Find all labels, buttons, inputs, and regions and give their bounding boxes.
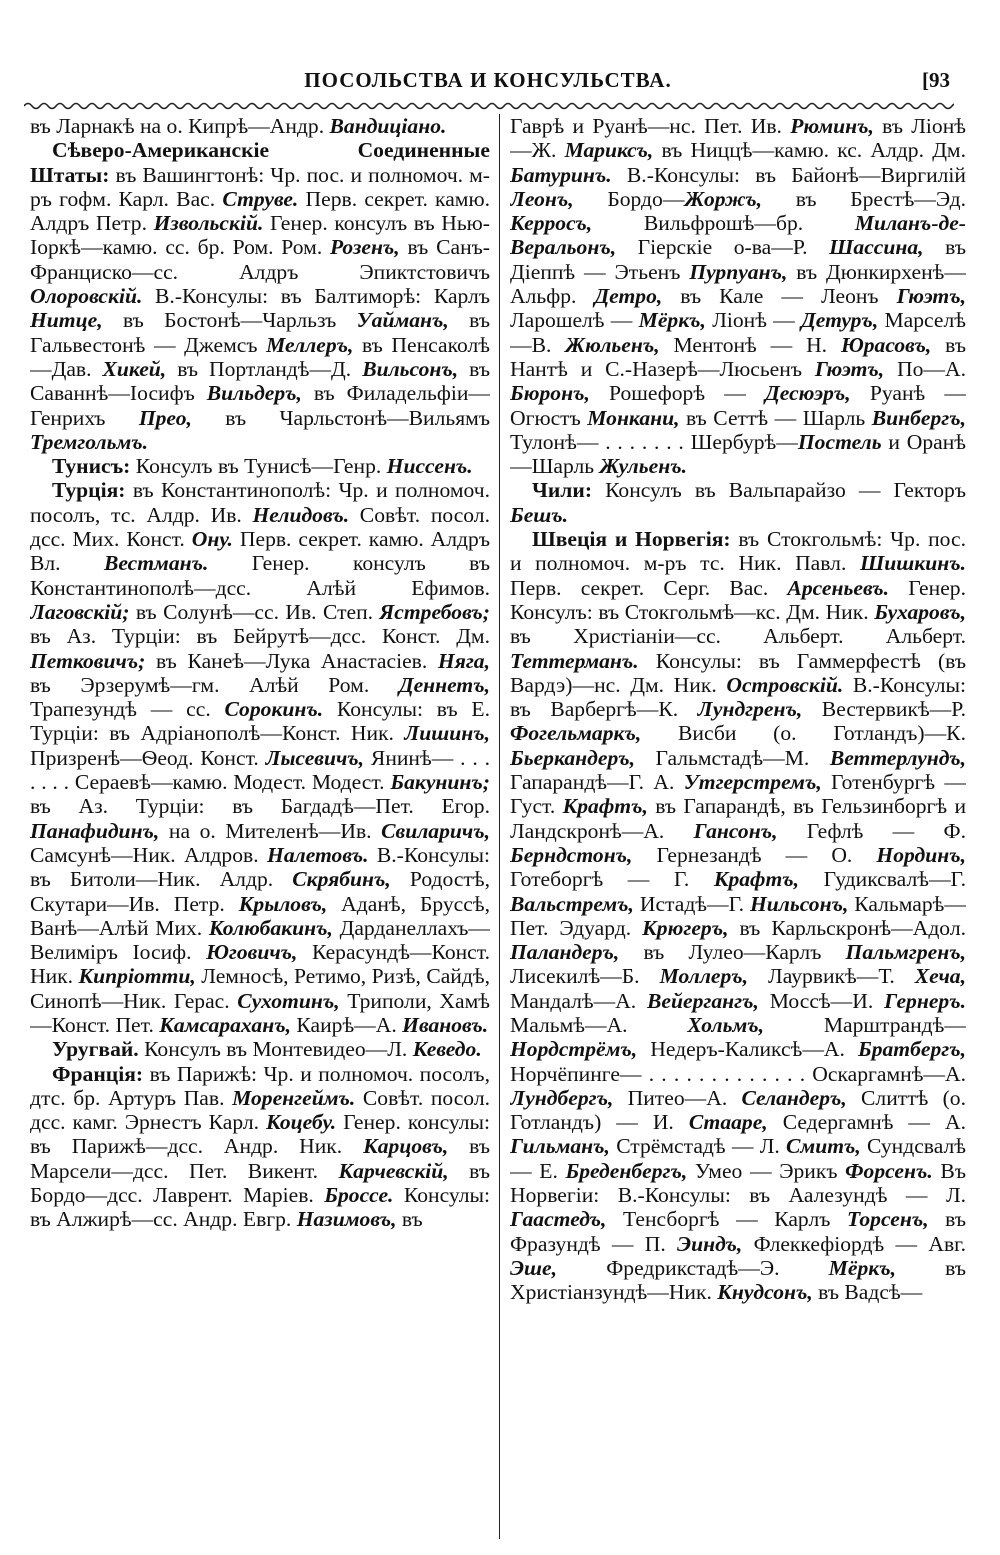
country-heading: Уругвай. (52, 1037, 139, 1062)
person-name: Налетовъ. (267, 842, 369, 867)
entry-text: Мандалѣ—А. (510, 988, 648, 1013)
entry-text: Ларошелѣ — (510, 308, 639, 333)
entry-text: Флеккефіордѣ — Авг. (742, 1231, 966, 1256)
entry-text: Въ Норвегіи: В.-Консулы: въ Аалезундѣ — Л. (510, 1158, 966, 1208)
entry-text: Готенбургѣ — Густ. (510, 770, 966, 819)
person-name: Карчевскій, (338, 1158, 449, 1183)
entry-text: Совѣт. посол. дсс. Мих. Конст. (30, 502, 490, 552)
entry-text: Руанѣ — Огюстъ (510, 381, 966, 430)
person-name: Вильсонъ, (362, 356, 459, 381)
entry-text: въ Чарльстонѣ—Вильямъ (191, 405, 490, 430)
entry-text: въ Солунѣ—сс. Ив. Степ. (129, 599, 380, 624)
entry-text: Бордо— (573, 186, 685, 211)
page-number: [93 (922, 68, 950, 92)
entry-text: въ Карльскронѣ—Адол. (728, 915, 966, 940)
entry-text: въ Кале — Леонъ (662, 284, 897, 309)
entry-text: Вестервикѣ—Р. (802, 697, 966, 722)
entry-text: Марселѣ—В. (510, 308, 966, 357)
person-name: Крафтъ, (713, 867, 800, 892)
entry-text: Ментонѣ — Н. (659, 332, 841, 357)
country-heading: Швеція и Норвегія: (532, 527, 731, 552)
entry-text: Фредрикстадѣ—Э. (557, 1255, 829, 1280)
person-name: Хеча, (914, 964, 966, 989)
entry-text: въ Стокгольмѣ: Чр. пос. и полномоч. м-ръ тс. Ник. Павл. (510, 527, 966, 576)
entry-text: Висби (о. Готландъ)—К. (641, 721, 966, 746)
person-name: Винбергъ, (871, 405, 966, 430)
person-name: Утгерстремъ, (683, 770, 822, 795)
person-name: Моллеръ, (659, 964, 749, 989)
entry-text: В.-Консулы: въ Битоли—Ник. Алдр. (30, 842, 490, 892)
person-name: Камсараханъ, (159, 1012, 291, 1037)
entry-text: Гальмстадѣ—М. (635, 745, 830, 770)
entry-text: Моссѣ—И. (758, 988, 885, 1013)
person-name: Берндстонъ, (510, 842, 633, 867)
person-name: Гаастедъ, (510, 1207, 607, 1232)
entry-text: Гудиксвалѣ—Г. (799, 867, 966, 892)
entry-text: Янинѣ— . . . . . . . Сераевѣ—камю. Модест. Модест. (30, 745, 490, 795)
left-column (30, 114, 490, 1539)
person-name: Торсенъ, (846, 1207, 929, 1232)
entry-text: Мальмѣ—А. (510, 1012, 688, 1037)
person-name: Розенъ, (330, 235, 400, 260)
entry-text: Перв. секрет. Серг. Вас. (510, 575, 788, 600)
person-name: Жоржъ, (684, 186, 763, 211)
person-name: Нитце, (30, 308, 103, 333)
person-name: Лаговскій; (30, 599, 130, 624)
entry-text: Готеборгѣ — Г. (510, 867, 714, 892)
person-name: Кнудсонъ, (717, 1280, 813, 1305)
entry-text: Аданѣ, Бруссѣ, Ванѣ—Алѣй Мих. (30, 891, 490, 940)
person-name: Колюбакинъ, (208, 915, 333, 940)
entry-text: на о. Мителенѣ—Ив. (159, 818, 382, 843)
person-name: Детро, (594, 284, 663, 309)
entry-text: въ Діеппѣ — Этьенъ (510, 235, 966, 284)
person-name: Няга, (437, 648, 490, 673)
entry-text: В.-Консулы: въ Байонѣ—Виргилій (611, 162, 966, 187)
person-name: Постель (797, 429, 882, 454)
entry-text: въ Фразундѣ — П. (510, 1207, 966, 1256)
entry-text: Кальмарѣ—Пет. Эдуард. (510, 891, 966, 940)
entry-text: въ Эрзерумѣ—гм. Алѣй Ром. (30, 672, 399, 697)
entry-text: Истадѣ—Г. (633, 891, 750, 916)
entry-text: въ Христіанзундѣ—Ник. (510, 1255, 966, 1305)
person-name: Струве. (222, 186, 299, 211)
entry-text: въ Аз. Турціи: въ Бейрутѣ—дсс. Конст. Дм. (30, 624, 490, 649)
entry-text: В.-Консулы: въ Балтиморѣ: Карлъ (142, 284, 490, 309)
entry-text: и Оранѣ—Шарль (510, 429, 966, 479)
person-name: Паландеръ, (510, 940, 620, 965)
person-name: Броссе. (324, 1183, 394, 1208)
person-name: Арсеньевъ. (787, 575, 890, 600)
person-name: Карцовъ, (363, 1134, 449, 1159)
entry-text: Перв. секрет. камю. Алдръ Вл. (30, 527, 490, 576)
person-name: Пальмгренъ, (845, 940, 966, 965)
entry-text: въ Парижѣ: Чр. и полномоч. посолъ, дтс. бр. Артуръ Пав. (30, 1061, 490, 1110)
entry-text: Генер. консулы: въ Парижѣ—дсс. Андр. Ник. (30, 1110, 490, 1159)
entry-text: Совѣт. посол. дсс. камг. Эрнестъ Карл. (30, 1085, 490, 1135)
entry-text: Лисекилѣ—Б. (510, 964, 660, 989)
page-header (26, 62, 950, 98)
person-name: Юрасовъ, (840, 332, 932, 357)
person-name: Керросъ, (510, 211, 593, 236)
country-heading: Чили: (532, 478, 593, 503)
person-name: Мариксъ, (564, 138, 654, 163)
entry-text: въ Ліонѣ—Ж. (510, 114, 966, 163)
person-name: Эше, (510, 1255, 558, 1280)
entry-text: въ Канеѣ—Лука Анастасіев. (145, 648, 438, 673)
person-name: Пурпуанъ, (689, 259, 788, 284)
person-name: Кеведо. (412, 1037, 482, 1062)
entry-text: Марштрандѣ— (764, 1012, 966, 1037)
entry-text: Норчёпинге— . . . . . . . . . . . . . Оскаргамнѣ—А. (510, 1061, 966, 1086)
entry-text: въ Брестѣ—Эд. (762, 186, 966, 211)
person-name: Прео, (138, 405, 192, 430)
person-name: Бреденбергъ, (565, 1158, 688, 1183)
entry-text: въ Вашингтонѣ: Чр. пос. и полномоч. м-ръ гофм. Карл. Вас. (30, 162, 490, 211)
entry-text: Генер. консулъ въ Константинополѣ—дсс. Алѣй Ефимов. (30, 551, 490, 600)
entry-text: Консулы: въ Е. Турціи: въ Адріанополѣ—Конст. Ник. (30, 697, 490, 746)
entry-text: Тулонѣ— . . . . . . . Шербурѣ— (510, 429, 798, 454)
entry-text: въ Лулео—Карлъ (619, 940, 846, 965)
entry-text: Консулъ въ Тунисѣ—Генр. (130, 454, 387, 479)
person-name: Гюэтъ, (814, 356, 885, 381)
entry-text: въ Пенсаколѣ—Дав. (30, 332, 490, 381)
person-name: Вильдеръ, (206, 381, 302, 406)
person-name: Монкани, (587, 405, 680, 430)
person-name: Жюльенъ, (565, 332, 660, 357)
person-name: Тремгольмъ. (30, 429, 149, 454)
entry-text: въ Христіаніи—сс. Альберт. Альберт. (510, 624, 966, 649)
entry-france (30, 1062, 490, 1232)
person-name: Гюэтъ, (896, 284, 966, 309)
person-name: Жульенъ. (599, 454, 687, 479)
entry-text: Трапезундѣ — сс. (30, 697, 225, 722)
right-column (510, 114, 966, 1539)
entry-text: Рошефорѣ — (589, 381, 766, 406)
entry-text: Консулы: въ Алжирѣ—сс. Андр. Евгр. (30, 1183, 490, 1232)
entry-text: Консулъ въ Монтевидео—Л. (138, 1037, 413, 1062)
entry-text: въ Вадсѣ— (812, 1280, 923, 1305)
entry-text: Керасундѣ—Конст. Ник. (30, 940, 490, 989)
person-name: Эиндъ, (677, 1231, 743, 1256)
person-name: Бюронъ, (510, 381, 590, 406)
entry-text: Генер. консулъ въ Нью-Іоркѣ—камю. сс. бр. Ром. Ром. (30, 211, 490, 260)
person-name: Рюминъ, (790, 114, 874, 138)
entry-text: Лаурвикѣ—Т. (748, 964, 915, 989)
person-name: Крыловъ, (238, 891, 328, 916)
person-name: Теттерманъ. (510, 648, 639, 673)
person-name: Юговичъ, (206, 940, 298, 965)
entry-chile (510, 478, 966, 527)
person-name: Вальстремъ, (510, 891, 634, 916)
person-name: Коцебу. (266, 1110, 337, 1135)
person-name: Лысевичъ, (265, 745, 365, 770)
entry-text: въ Портландѣ—Д. (166, 356, 363, 381)
entry-text: Вильфрошѣ—бр. (592, 211, 855, 236)
person-name: Крафтъ, (562, 794, 648, 819)
person-name: Леонъ, (510, 186, 574, 211)
entry-text: Гернезандѣ — О. (632, 842, 877, 867)
entry-text: Триполи, Хамѣ—Конст. Пет. (30, 988, 490, 1037)
person-name: Детуръ, (801, 308, 879, 333)
person-name: Гансонъ, (693, 818, 778, 843)
person-name: Шассина, (829, 235, 924, 260)
person-name: Вейергангъ, (647, 988, 759, 1013)
entry-text: въ Аз. Турціи: въ Багдадѣ—Пет. Егор. (30, 794, 490, 819)
person-name: Фогельмаркъ, (510, 721, 642, 746)
person-name: Мёркъ, (638, 308, 706, 333)
entry-text: въ Дюнкирхенѣ—Альфр. (510, 259, 966, 309)
entry-text: Тенсборгѣ — Карлъ (606, 1207, 847, 1232)
entry-text: въ Санъ-Франциско—сс. Алдръ Эпиктстовичъ (30, 235, 490, 284)
entry-turkey (30, 478, 490, 1037)
entry-text: въ Филадельфіи—Генрихъ (30, 381, 490, 430)
person-name: Лундгренъ, (697, 697, 803, 722)
person-name: Нордстрёмъ, (510, 1037, 638, 1062)
person-name: Свиларичъ, (381, 818, 490, 843)
person-name: Десюэръ, (765, 381, 851, 406)
entry-text: въ (396, 1207, 423, 1232)
entry-tunis (30, 454, 490, 478)
entry-text: Гефлѣ — Ф. (777, 818, 966, 843)
person-name: Назимовъ, (296, 1207, 397, 1232)
person-name: Смитъ, (786, 1134, 861, 1159)
entry-text: Перв. секрет. камю. Алдръ Петр. (30, 186, 490, 236)
entry-text: въ Ларнакѣ на о. Кипрѣ—Андр. (30, 114, 330, 138)
entry-text: Генер. Консулъ: въ Стокгольмѣ—кс. Дм. Ник. (510, 575, 966, 624)
entry-text: Родостѣ, Скутари—Ив. Петр. (30, 867, 490, 916)
person-name: Моренгеймъ. (232, 1085, 356, 1110)
entry-text: По—А. (884, 356, 966, 381)
person-name: Сорокинъ. (224, 697, 324, 722)
entry-text: въ Бордо—дсс. Лаврент. Маріев. (30, 1158, 490, 1208)
person-name: Вестманъ. (103, 551, 209, 576)
entry-france-continued (510, 114, 966, 478)
page-title: ПОСОЛЬСТВА И КОНСУЛЬСТВА. (304, 68, 672, 92)
person-name: Нординъ, (876, 842, 966, 867)
person-name: Хольмъ, (687, 1012, 765, 1037)
entry-text: Гапарандѣ—Г. А. (510, 770, 684, 795)
person-name: Скрябинъ, (292, 867, 391, 892)
entry-text: Стрёмстадѣ — Л. (609, 1134, 786, 1159)
entry-uruguay (30, 1037, 490, 1061)
entry-text: Питео—А. (613, 1085, 742, 1110)
country-heading: Сѣверо-Американскіе Соединенные Штаты: (30, 138, 490, 187)
person-name: Меллеръ, (266, 332, 354, 357)
person-name: Миланъ-де-Веральонъ, (510, 211, 966, 260)
person-name: Лишинъ, (404, 721, 490, 746)
person-name: Шишкинъ. (859, 551, 966, 576)
entry-text: Ліонѣ — (705, 308, 802, 333)
person-name: Сухотинъ, (237, 988, 340, 1013)
person-name: Бьеркандеръ, (510, 745, 636, 770)
person-name: Мёркъ, (828, 1255, 896, 1280)
entry-text: Сундсвалѣ — Е. (510, 1134, 966, 1183)
country-heading: Тунисъ: (52, 454, 131, 479)
entry-text: въ Гальвестонѣ — Джемсъ (30, 308, 490, 357)
person-name: Лундбергъ, (510, 1085, 614, 1110)
person-name: Панафидинъ, (30, 818, 160, 843)
person-name: Бешъ. (510, 502, 569, 527)
person-name: Ястребовъ; (379, 599, 490, 624)
person-name: Батуринъ. (510, 162, 612, 187)
person-name: Веттерлундъ, (829, 745, 966, 770)
person-name: Кипріотти, (78, 964, 196, 989)
entry-usa (30, 138, 490, 454)
entry-text: Дарданеллахъ—Велиміръ Іосиф. (30, 915, 490, 965)
entry-text: въ Нантѣ и С.-Назерѣ—Люсьенъ (510, 332, 966, 381)
entry-text: В.-Консулы: въ Варбергѣ—К. (510, 672, 966, 722)
entry-text: въ Сеттѣ — Шарль (679, 405, 872, 430)
person-name: Братбергъ, (857, 1037, 966, 1062)
person-name: Ниссенъ. (386, 454, 473, 479)
entry-text: въ Саваннѣ—Іосифъ (30, 356, 490, 406)
entry-text: въ Марсели—дсс. Пет. Викент. (30, 1134, 490, 1183)
entry-text: въ Ниццѣ—камю. кс. Алдр. Дм. (653, 138, 966, 163)
person-name: Нелидовъ. (252, 502, 350, 527)
entry-text: Лемносѣ, Ретимо, Ризѣ, Сайдѣ, Синопѣ—Ник. Герас. (30, 964, 490, 1013)
person-name: Извольскій. (153, 211, 264, 236)
entry-text: Умео — Эрикъ (687, 1158, 846, 1183)
person-name: Нильсонъ, (749, 891, 849, 916)
person-name: Крюгеръ, (642, 915, 729, 940)
entry-text: Недеръ-Каликсѣ—А. (637, 1037, 858, 1062)
person-name: Форсенъ. (845, 1158, 933, 1183)
entry-text: Консулъ въ Вальпарайзо — Гекторъ (592, 478, 966, 503)
person-name: Стааре, (688, 1110, 768, 1135)
entry-text: Консулы: въ Гаммерфестѣ (въ Вардэ)—нс. Дм. Ник. (510, 648, 966, 697)
entry-text: Гаврѣ и Руанѣ—нс. Пет. Ив. (510, 114, 791, 138)
entry-text: Призренѣ—Ѳеод. Конст. (30, 745, 266, 770)
entry-text: Самсунѣ—Ник. Алдров. (30, 842, 268, 867)
entry-sweden-norway (510, 527, 966, 1305)
person-name: Селандеръ, (741, 1085, 847, 1110)
entry-text: въ Гапарандѣ, въ Гельзинборгѣ и Ландскронѣ—А. (510, 794, 966, 843)
person-name: Ону. (191, 527, 233, 552)
person-name: Ивановъ. (402, 1012, 489, 1037)
entry-text: въ Константинополѣ: Чр. и полномоч. посолъ, тс. Алдр. Ив. (30, 478, 490, 527)
person-name: Деннетъ, (398, 672, 490, 697)
person-name: Гернеръ. (884, 988, 966, 1013)
entry-text: Седергамнѣ — А. (767, 1110, 966, 1135)
person-name: Хикей, (102, 356, 167, 381)
person-name: Уайманъ, (356, 308, 449, 333)
entry-cyprus (30, 114, 490, 138)
person-name: Гильманъ, (510, 1134, 610, 1159)
wavy-rule (24, 98, 954, 114)
person-name: Вандиціано. (329, 114, 447, 138)
person-name: Петковичъ; (30, 648, 146, 673)
country-heading: Турція: (52, 478, 126, 503)
entry-text: Каирѣ—А. (291, 1012, 403, 1037)
country-heading: Франція: (52, 1061, 144, 1086)
column-divider (499, 114, 500, 1539)
entry-text: Слиттѣ (о. Готландъ) — И. (510, 1085, 966, 1135)
entry-text: въ Бостонѣ—Чарльзъ (102, 308, 357, 333)
person-name: Островскій. (726, 672, 844, 697)
entry-text: Гіерскіе о-ва—Р. (616, 235, 830, 260)
person-name: Олоровскій. (30, 284, 143, 309)
person-name: Бухаровъ, (874, 599, 966, 624)
person-name: Бакунинъ; (390, 770, 490, 795)
